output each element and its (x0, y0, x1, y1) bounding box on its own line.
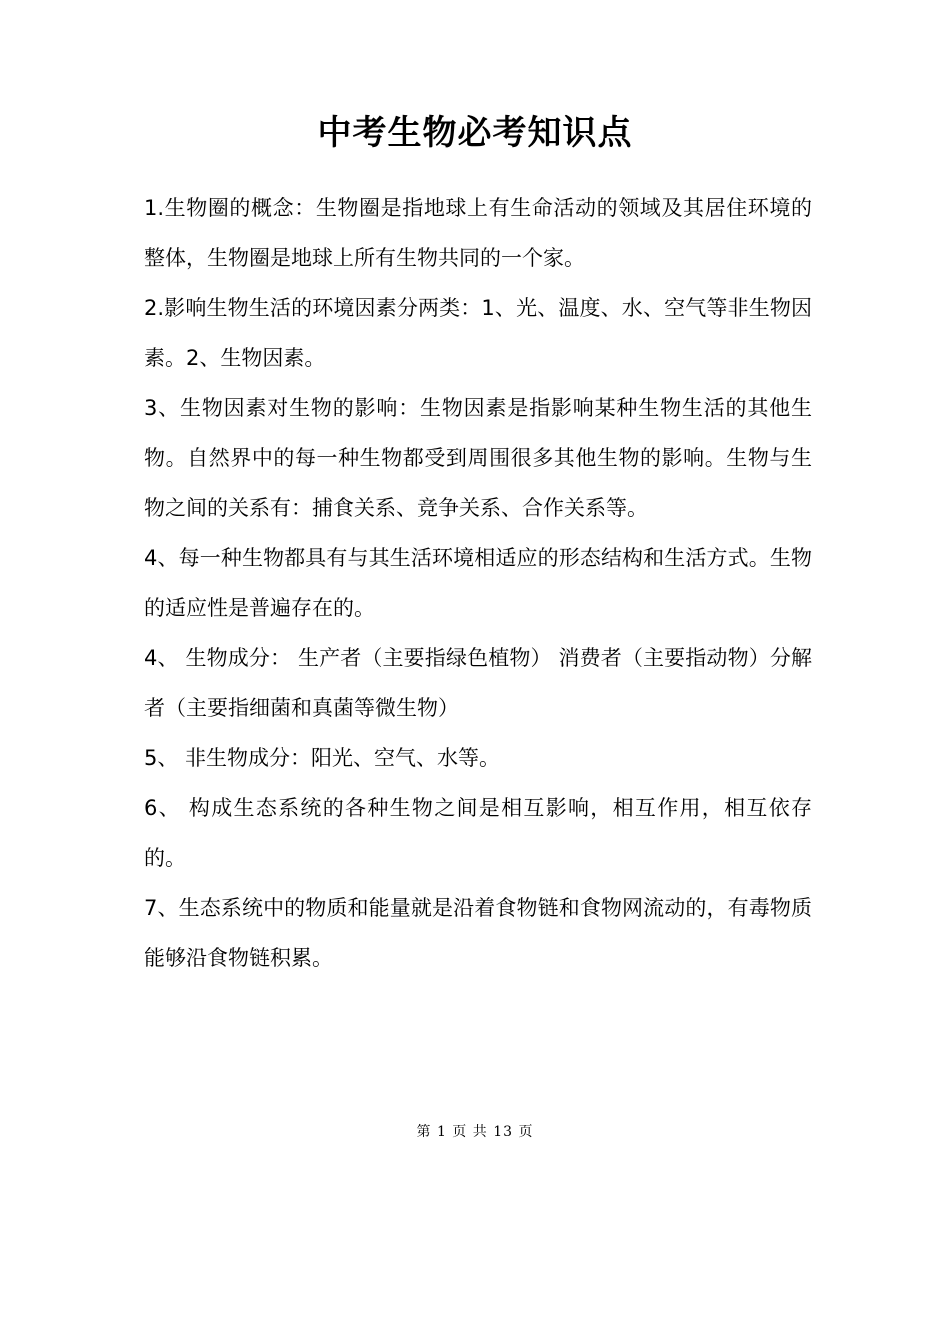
page-title: 中考生物必考知识点 (317, 113, 633, 153)
paragraph-6: 5、 非生物成分：阳光、空气、水等。 (144, 746, 501, 770)
paragraph-7: 6、 构成生态系统的各种生物之间是相互影响，相互作用，相互依存的。 (144, 796, 812, 870)
paragraph-1: 1.生物圈的概念：生物圈是指地球上有生命活动的领域及其居住环境的整体，生物圈是地球上所有生物共同的一个家。 (144, 196, 812, 270)
paragraph-5: 4、 生物成分： 生产者（主要指绿色植物） 消费者（主要指动物）分解者（主要指细菌和真菌等微生物） (144, 646, 812, 720)
paragraph-3: 3、生物因素对生物的影响：生物因素是指影响某种生物生活的其他生物。自然界中的每一种生物都受到周围很多其他生物的影响。生物与生物之间的关系有：捕食关系、竞争关系、合作关系等。 (144, 396, 812, 520)
paragraph-2: 2.影响生物生活的环境因素分两类：1、光、温度、水、空气等非生物因素。2、生物因素。 (144, 296, 812, 370)
paragraph-8: 7、生态系统中的物质和能量就是沿着食物链和食物网流动的，有毒物质能够沿食物链积累。 (144, 896, 812, 970)
document-body (144, 183, 812, 983)
page-number-footer: 第 1 页 共 13 页 (416, 1124, 534, 1140)
paragraph-4: 4、每一种生物都具有与其生活环境相适应的形态结构和生活方式。生物的适应性是普遍存在的。 (144, 546, 812, 620)
